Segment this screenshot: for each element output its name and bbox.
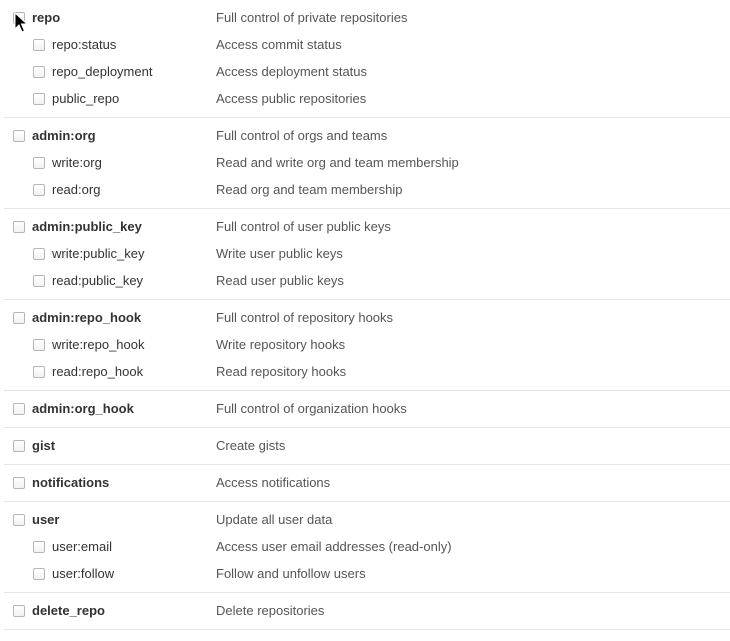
scope-checkbox[interactable]: [33, 568, 45, 580]
scope-description: Follow and unfollow users: [216, 566, 366, 581]
sub-scope-row[interactable]: [4, 240, 730, 267]
scope-row[interactable]: [4, 213, 730, 240]
scope-description: Full control of organization hooks: [216, 401, 407, 416]
scope-description: Full control of user public keys: [216, 219, 391, 234]
scope-description: Write user public keys: [216, 246, 343, 261]
scope-checkbox[interactable]: [33, 275, 45, 287]
scope-checkbox[interactable]: [13, 221, 25, 233]
sub-scope-row[interactable]: [4, 331, 730, 358]
scope-group-admin-org-hook: [4, 391, 730, 428]
sub-scope-row[interactable]: [4, 267, 730, 294]
scope-name[interactable]: notifications: [32, 475, 110, 490]
scope-description: Update all user data: [216, 512, 333, 527]
scope-description: Access public repositories: [216, 91, 367, 106]
sub-scope-row[interactable]: [4, 358, 730, 385]
scope-name[interactable]: gist: [32, 438, 56, 453]
scope-description: Read and write org and team membership: [216, 155, 459, 170]
scope-description: Read org and team membership: [216, 182, 403, 197]
scope-checkbox[interactable]: [13, 440, 25, 452]
sub-scope-row[interactable]: [4, 85, 730, 112]
scope-checkbox[interactable]: [33, 66, 45, 78]
scope-description: Full control of orgs and teams: [216, 128, 388, 143]
scope-group-gist: [4, 428, 730, 465]
scope-row[interactable]: [4, 304, 730, 331]
scope-checkbox[interactable]: [13, 312, 25, 324]
scope-row[interactable]: [4, 4, 730, 31]
sub-scope-row[interactable]: [4, 533, 730, 560]
scope-description: Access deployment status: [216, 64, 368, 79]
scope-row[interactable]: [4, 469, 730, 496]
scope-checkbox[interactable]: [13, 514, 25, 526]
scope-name[interactable]: admin:org_hook: [32, 401, 134, 416]
scope-name[interactable]: user: [32, 512, 60, 527]
scope-checkbox[interactable]: [13, 130, 25, 142]
scope-checkbox[interactable]: [33, 366, 45, 378]
scope-checkbox[interactable]: [33, 339, 45, 351]
scope-group-notifications: [4, 465, 730, 502]
sub-scope-row[interactable]: [4, 58, 730, 85]
scope-name[interactable]: write:org: [52, 155, 102, 170]
sub-scope-row[interactable]: [4, 560, 730, 587]
scope-checkbox[interactable]: [33, 39, 45, 51]
scope-checkbox[interactable]: [13, 12, 25, 24]
scope-row[interactable]: [4, 395, 730, 422]
scope-group-admin-repo-hook: [4, 300, 730, 391]
scope-description: Read user public keys: [216, 273, 344, 288]
scope-checkbox[interactable]: [33, 93, 45, 105]
scope-name[interactable]: repo_deployment: [52, 64, 153, 79]
scope-group-admin-org: [4, 118, 730, 209]
scope-checkbox[interactable]: [33, 184, 45, 196]
scope-description: Delete repositories: [216, 603, 325, 618]
scope-description: Full control of private repositories: [216, 10, 408, 25]
scope-checkbox[interactable]: [33, 157, 45, 169]
scope-name[interactable]: public_repo: [52, 91, 120, 106]
scope-description: Create gists: [216, 438, 286, 453]
scope-description: Access user email addresses (read-only): [216, 539, 452, 554]
scope-row[interactable]: [4, 597, 730, 624]
scope-name[interactable]: read:public_key: [52, 273, 144, 288]
scope-group-user: [4, 502, 730, 593]
scope-description: Access commit status: [216, 37, 342, 52]
scope-name[interactable]: admin:public_key: [32, 219, 142, 234]
sub-scope-row[interactable]: [4, 31, 730, 58]
sub-scope-row[interactable]: [4, 176, 730, 203]
scope-checkbox[interactable]: [33, 248, 45, 260]
scope-name[interactable]: write:public_key: [52, 246, 145, 261]
sub-scope-row[interactable]: [4, 149, 730, 176]
scope-checkbox[interactable]: [33, 541, 45, 553]
scope-name[interactable]: delete_repo: [32, 603, 105, 618]
scope-name[interactable]: user:follow: [52, 566, 115, 581]
scope-description: Access notifications: [216, 475, 331, 490]
scope-group-admin-public-key: [4, 209, 730, 300]
scope-checkbox[interactable]: [13, 605, 25, 617]
scope-name[interactable]: admin:org: [32, 128, 96, 143]
scope-description: Full control of repository hooks: [216, 310, 394, 325]
scope-checkbox[interactable]: [13, 477, 25, 489]
scope-name[interactable]: read:org: [52, 182, 101, 197]
scope-description: Read repository hooks: [216, 364, 347, 379]
scope-group-repo: [4, 0, 730, 118]
scope-row[interactable]: [4, 122, 730, 149]
scope-group-delete-repo: [4, 593, 730, 630]
scope-row[interactable]: [4, 432, 730, 459]
scope-name[interactable]: user:email: [52, 539, 112, 554]
scope-checkbox[interactable]: [13, 403, 25, 415]
scope-name[interactable]: read:repo_hook: [52, 364, 144, 379]
scope-name[interactable]: repo:status: [52, 37, 117, 52]
scope-name[interactable]: admin:repo_hook: [32, 310, 142, 325]
scope-description: Write repository hooks: [216, 337, 346, 352]
scope-name[interactable]: write:repo_hook: [52, 337, 145, 352]
scope-row[interactable]: [4, 506, 730, 533]
scope-name[interactable]: repo: [32, 10, 61, 25]
